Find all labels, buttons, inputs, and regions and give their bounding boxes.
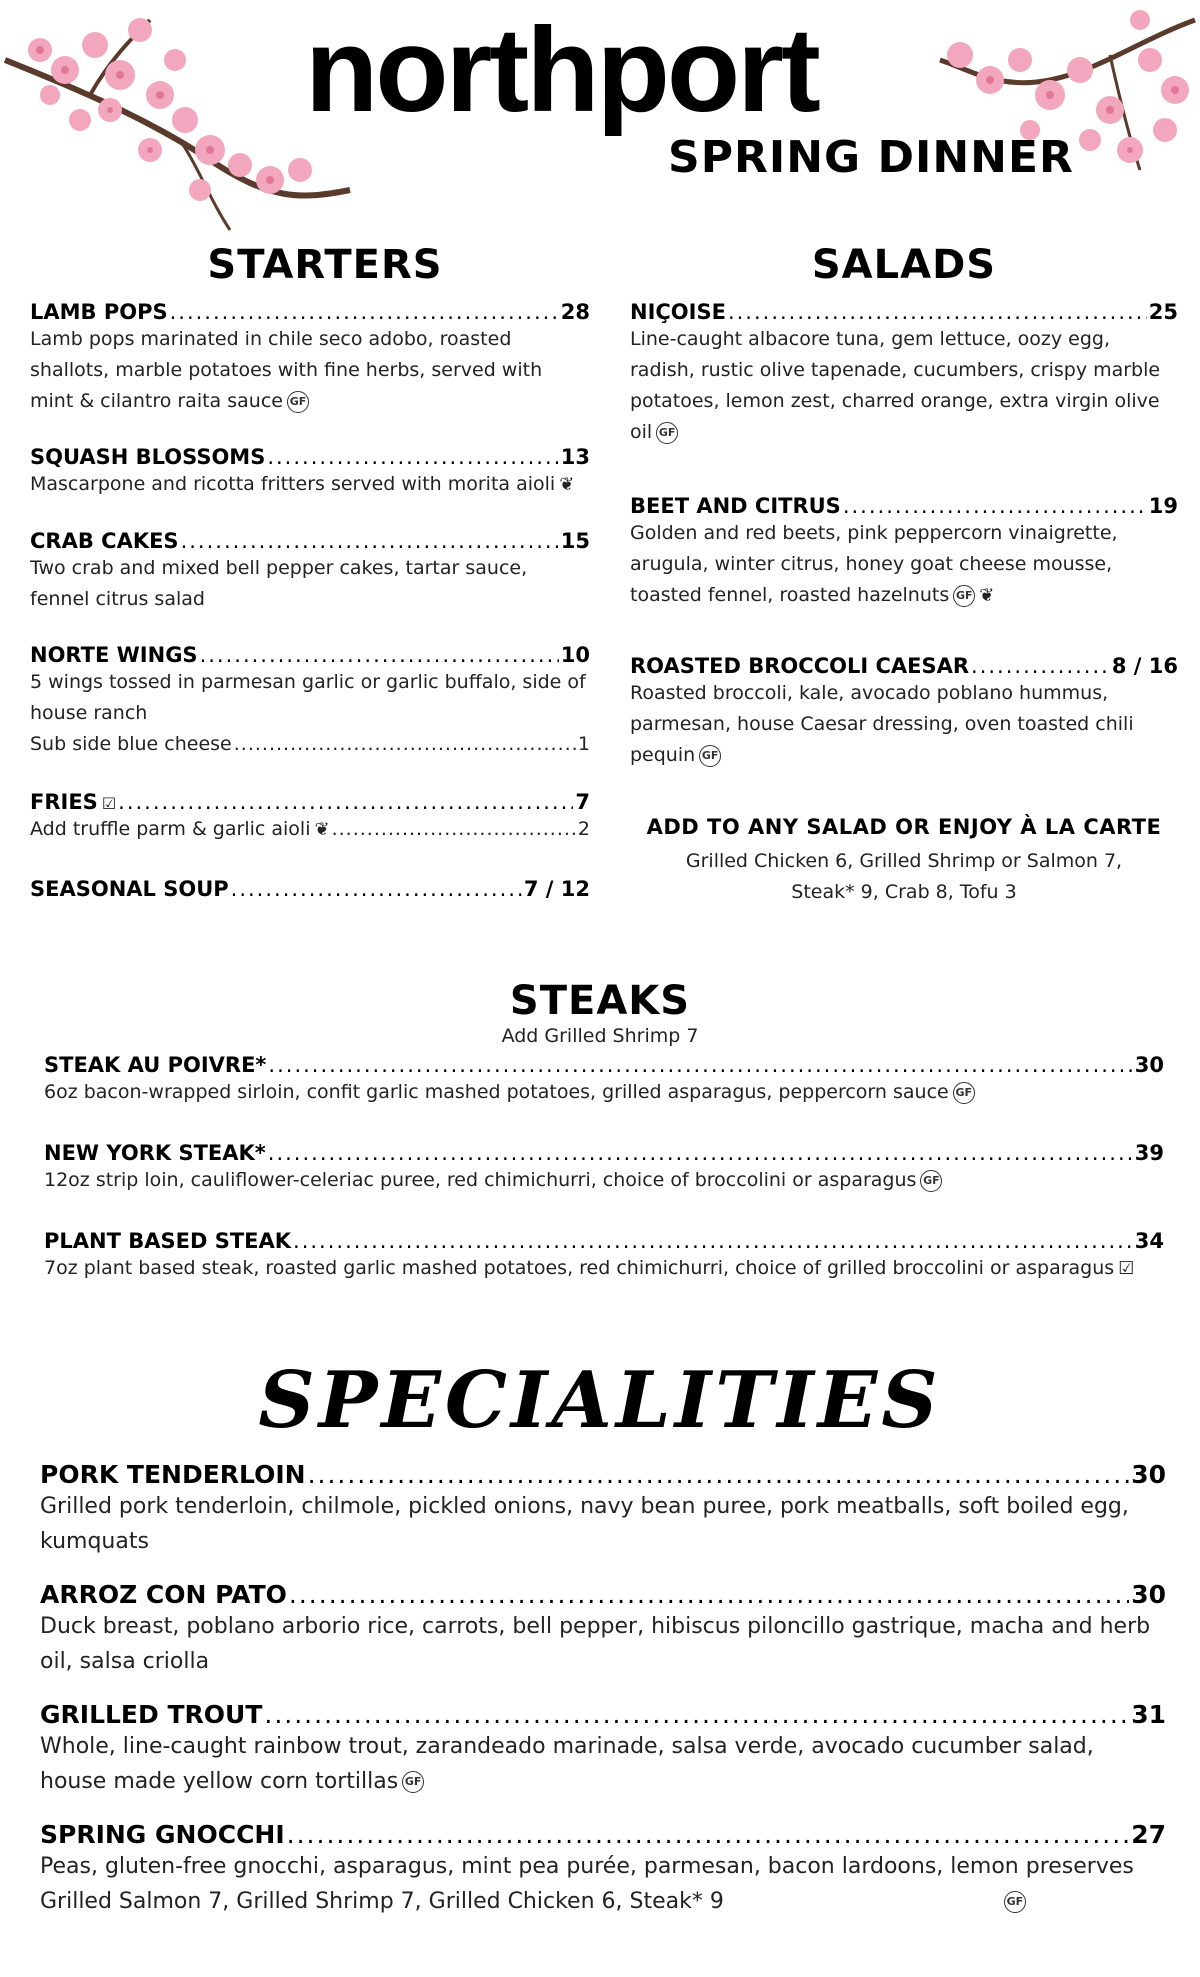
item-name: ARROZ CON PATO — [40, 1580, 287, 1609]
item-addon-price: 1 — [577, 733, 590, 755]
salad-addon-line: Steak* 9, Crab 8, Tofu 3 — [791, 881, 1017, 903]
item-description: 6oz bacon-wrapped sirloin, confit garlic mashed potatoes, grilled asparagus, peppercorn sauce — [44, 1081, 949, 1103]
item-price: 27 — [1131, 1820, 1166, 1849]
menu-item-seasonal-soup — [30, 877, 590, 901]
item-name: CRAB CAKES — [30, 529, 179, 553]
item-price: 30 — [1131, 1460, 1166, 1489]
menu-item-steak-au-poivre — [44, 1053, 1164, 1107]
gluten-free-icon: GF — [287, 391, 309, 413]
item-addon-options: Grilled Salmon 7, Grilled Shrimp 7, Grilled Chicken 6, Steak* 9 — [40, 1889, 724, 1914]
item-description: 5 wings tossed in parmesan garlic or garlic buffalo, side of house ranch — [30, 671, 586, 724]
salad-addon-line: Grilled Chicken 6, Grilled Shrimp or Salmon 7, — [685, 850, 1123, 872]
item-name: ROASTED BROCCOLI CAESAR — [630, 654, 970, 678]
item-price: 34 — [1134, 1229, 1164, 1253]
menu-item-spring-gnocchi — [40, 1820, 1166, 1919]
item-description: Whole, line-caught rainbow trout, zarandeado marinade, salsa verde, avocado cucumber salad, house made yellow corn tortillas — [40, 1734, 1094, 1794]
item-price: 25 — [1148, 300, 1178, 324]
menu-subtitle: SPRING DINNER — [668, 132, 1074, 183]
item-description: Lamb pops marinated in chile seco adobo, roasted shallots, marble potatoes with fine herbs, served with mint & cilantro raita sauce — [30, 328, 543, 412]
item-description: Golden and red beets, pink peppercorn vinaigrette, arugula, winter citrus, honey goat cheese mousse, toasted fennel, roasted hazelnuts — [630, 522, 1118, 606]
item-name: NIÇOISE — [630, 300, 726, 324]
item-name: BEET AND CITRUS — [630, 494, 841, 518]
menu-item-pork-tenderloin — [40, 1460, 1166, 1559]
vegan-leaf-icon: ❦ — [314, 819, 330, 840]
item-price: 13 — [560, 445, 590, 469]
item-description: Mascarpone and ricotta fritters served with morita aioli — [30, 473, 556, 495]
item-price: 8 / 16 — [1111, 654, 1178, 678]
item-description: 12oz strip loin, cauliflower-celeriac puree, red chimichurri, choice of broccolini or asparagus — [44, 1169, 917, 1191]
menu-item-lamb-pops — [30, 300, 590, 417]
item-name: NEW YORK STEAK* — [44, 1141, 266, 1165]
starters-heading: STARTERS — [207, 242, 443, 288]
menu-item-fries — [30, 790, 590, 845]
vegetarian-check-icon: ☑ — [1118, 1258, 1135, 1279]
item-description: Duck breast, poblano arborio rice, carrots, bell pepper, hibiscus piloncillo gastrique, macha and herb oil, salsa criolla — [40, 1614, 1151, 1674]
item-name: SEASONAL SOUP — [30, 877, 229, 901]
brand-logo-text: northport — [305, 3, 818, 137]
item-description: Line-caught albacore tuna, gem lettuce, oozy egg, radish, rustic olive tapenade, cucumbers, crispy marble potatoes, lemon zest, charred orange, extra virgin olive oil — [630, 328, 1161, 443]
gluten-free-icon: GF — [953, 585, 975, 607]
item-price: 31 — [1131, 1700, 1166, 1729]
item-name: PLANT BASED STEAK — [44, 1229, 292, 1253]
item-name: NORTE WINGS — [30, 643, 198, 667]
specialities-heading: SPECIALITIES — [258, 1355, 942, 1446]
gluten-free-icon: GF — [402, 1771, 424, 1793]
item-price: 7 — [575, 790, 590, 814]
gluten-free-icon: GF — [953, 1082, 975, 1104]
steaks-heading: STEAKS — [509, 978, 691, 1024]
item-addon-price: 2 — [577, 818, 590, 840]
gluten-free-icon: GF — [656, 422, 678, 444]
item-name: STEAK AU POIVRE* — [44, 1053, 267, 1077]
item-name: GRILLED TROUT — [40, 1700, 263, 1729]
item-price: 10 — [560, 643, 590, 667]
menu-item-arroz-con-pato — [40, 1580, 1166, 1679]
item-price: 39 — [1134, 1141, 1164, 1165]
salads-heading: SALADS — [811, 242, 997, 288]
salad-addon-options — [630, 846, 1178, 908]
item-price: 15 — [560, 529, 590, 553]
menu-item-roasted-broccoli-caesar — [630, 654, 1178, 771]
menu-item-crab-cakes — [30, 529, 590, 615]
menu-item-nicoise — [630, 300, 1178, 448]
gluten-free-icon: GF — [699, 745, 721, 767]
vegan-leaf-icon: ❦ — [979, 585, 995, 606]
item-addon-label: Sub side blue cheese — [30, 733, 232, 755]
item-description: Roasted broccoli, kale, avocado poblano hummus, parmesan, house Caesar dressing, oven toasted chili pequin — [630, 682, 1134, 766]
menu-item-new-york-steak — [44, 1141, 1164, 1195]
item-name: FRIES — [30, 790, 98, 814]
item-price: 30 — [1134, 1053, 1164, 1077]
item-price: 28 — [560, 300, 590, 324]
vegan-leaf-icon: ❦ — [559, 474, 575, 495]
item-price: 30 — [1131, 1580, 1166, 1609]
item-name: SQUASH BLOSSOMS — [30, 445, 266, 469]
item-description: Grilled pork tenderloin, chilmole, pickled onions, navy bean puree, pork meatballs, soft boiled egg, kumquats — [40, 1494, 1129, 1554]
menu-item-plant-based-steak — [44, 1229, 1164, 1284]
steaks-subheading: Add Grilled Shrimp 7 — [501, 1025, 699, 1047]
item-price: 19 — [1148, 494, 1178, 518]
vegetarian-check-icon: ☑ — [101, 794, 117, 813]
item-name: LAMB POPS — [30, 300, 168, 324]
salad-addon-heading: ADD TO ANY SALAD OR ENJOY À LA CARTE — [646, 815, 1162, 839]
item-name: SPRING GNOCCHI — [40, 1820, 285, 1849]
item-addon-label: Add truffle parm & garlic aioli — [30, 818, 311, 840]
gluten-free-icon: GF — [1004, 1891, 1026, 1913]
item-description: 7oz plant based steak, roasted garlic mashed potatoes, red chimichurri, choice of grilled broccolini or asparagus — [44, 1257, 1115, 1279]
item-description: Peas, gluten-free gnocchi, asparagus, mint pea purée, parmesan, bacon lardoons, lemon preserves — [40, 1854, 1134, 1879]
item-price: 7 / 12 — [523, 877, 590, 901]
menu-item-squash-blossoms — [30, 445, 590, 500]
item-name: PORK TENDERLOIN — [40, 1460, 306, 1489]
cherry-blossom-right-decoration — [930, 0, 1200, 260]
menu-item-norte-wings — [30, 643, 590, 760]
menu-item-beet-and-citrus — [630, 494, 1178, 611]
item-description: Two crab and mixed bell pepper cakes, tartar sauce, fennel citrus salad — [30, 557, 528, 610]
gluten-free-icon: GF — [920, 1170, 942, 1192]
menu-item-grilled-trout — [40, 1700, 1166, 1799]
